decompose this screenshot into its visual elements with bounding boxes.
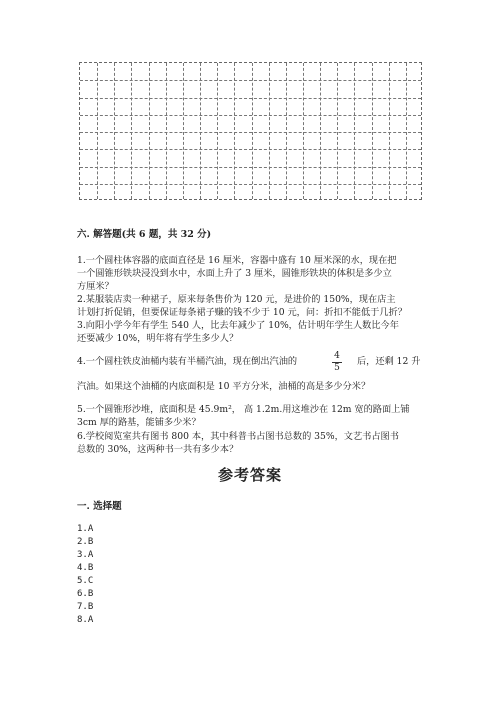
question-6-line-1: 6.学校阅览室共有图书 800 本，其中科普书占图书总数的 35%，文艺书占图书: [77, 431, 399, 442]
writing-grid: [79, 62, 422, 200]
question-5-line-2: 3cm 厚的路基，能铺多少米？: [77, 417, 201, 428]
grid-line-vertical: [217, 63, 218, 199]
question-2-line-2: 计划打折促销，但要保证每条裙子赚的钱不少于 10 元，问：折扣不能低于几折？: [77, 307, 407, 318]
grid-line-vertical: [149, 63, 150, 199]
question-1-line-3: 方厘米？: [77, 281, 114, 292]
question-2-line-1: 2.某服装店卖一种裙子，原来每条售价为 120 元，是进价的 150%，现在店主: [77, 294, 396, 305]
grid-line-horizontal: [80, 98, 421, 99]
fraction-numerator: 4: [334, 351, 340, 361]
grid-line-vertical: [354, 63, 355, 199]
fraction-denominator: 5: [334, 363, 340, 373]
grid-line-vertical: [303, 63, 304, 199]
grid-line-vertical: [234, 63, 235, 199]
question-4-line-1-end: 后，还剩 12 升: [357, 356, 421, 367]
answer-item: 1.A: [77, 524, 94, 534]
question-6-line-2: 总数的 30%，这两种书一共有多少本？: [77, 444, 239, 455]
grid-line-vertical: [252, 63, 253, 199]
section6-heading: 六. 解答题(共 6 题，共 32 分): [77, 229, 212, 240]
answer-item: 6.B: [77, 589, 94, 599]
question-1-line-2: 一个圆锥形铁块浸没到水中，水面上升了 3 厘米，圆锥形铁块的体积是多少立: [77, 268, 392, 279]
answer-item: 2.B: [77, 537, 94, 547]
grid-line-vertical: [337, 63, 338, 199]
question-1-line-1: 1.一个圆柱体容器的底面直径是 16 厘米，容器中盛有 10 厘米深的水，现在把: [77, 255, 397, 266]
answers-title: 参考答案: [217, 466, 282, 484]
answer-item: 8.A: [77, 615, 94, 625]
grid-line-horizontal: [80, 115, 421, 116]
question-3-line-2: 还要减少 10%，明年将有学生多少人？: [77, 333, 239, 344]
grid-line-vertical: [183, 63, 184, 199]
answer-item: 5.C: [77, 576, 94, 586]
grid-line-horizontal: [80, 184, 421, 185]
grid-line-horizontal: [80, 149, 421, 150]
answer-item: 4.B: [77, 563, 94, 573]
question-4-fraction: [330, 351, 344, 374]
grid-line-vertical: [166, 63, 167, 199]
question-3-line-1: 3.向阳小学今年有学生 540 人，比去年减少了 10%，估计明年学生人数比今年: [77, 320, 399, 331]
question-5-line-1: 5.一个圆锥形沙堆，底面积是 45.9m²， 高 1.2m.用这堆沙在 12m 宽的路面上铺: [77, 404, 410, 415]
grid-line-vertical: [286, 63, 287, 199]
grid-line-vertical: [406, 63, 407, 199]
grid-line-vertical: [269, 63, 270, 199]
grid-line-horizontal: [80, 80, 421, 81]
question-4-line-2: 汽油。如果这个油桶的内底面积是 10 平方分米，油桶的高是多少分米？: [77, 381, 371, 392]
answers-section1-heading: 一. 选择题: [77, 501, 122, 512]
grid-line-vertical: [389, 63, 390, 199]
grid-line-horizontal: [80, 132, 421, 133]
grid-line-vertical: [320, 63, 321, 199]
answer-item: 3.A: [77, 550, 94, 560]
grid-line-vertical: [200, 63, 201, 199]
grid-line-vertical: [131, 63, 132, 199]
grid-line-vertical: [97, 63, 98, 199]
question-4-line-1: 4.一个圆柱铁皮油桶内装有半桶汽油，现在倒出汽油的: [77, 356, 298, 367]
grid-line-vertical: [114, 63, 115, 199]
answer-item: 7.B: [77, 602, 94, 612]
grid-line-vertical: [372, 63, 373, 199]
grid-line-horizontal: [80, 167, 421, 168]
